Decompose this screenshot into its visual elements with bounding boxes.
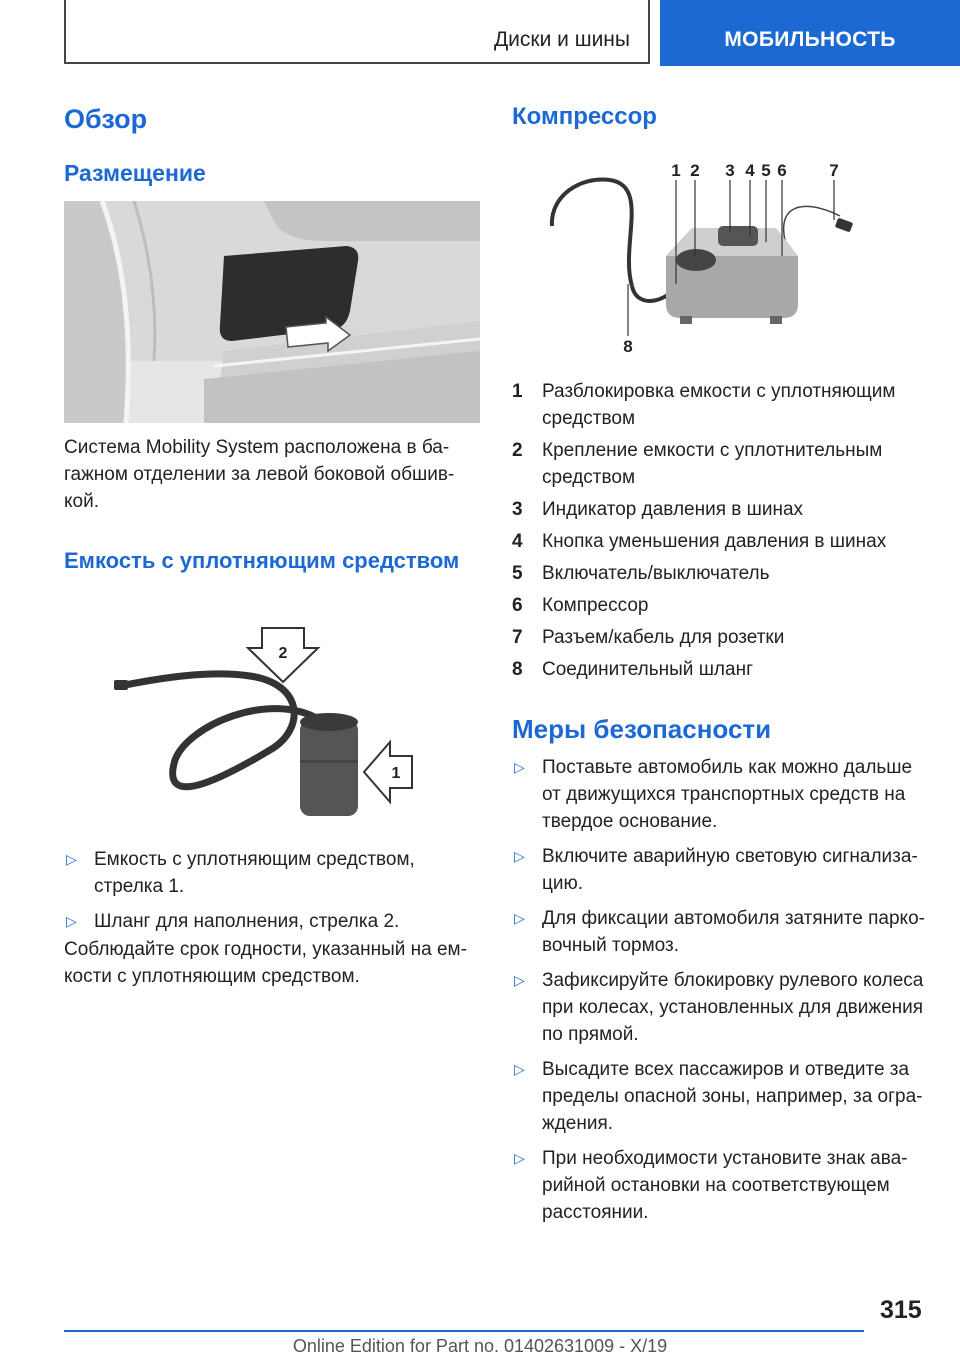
location-heading: Размещение bbox=[64, 160, 206, 186]
list-item: ▷ Для фиксации автомобиля затяните парко-вочный тормоз. bbox=[514, 908, 925, 956]
list-item: ▷ Поставьте автомобиль как можно дальше от движущихся транспортных средств на твердое основание. bbox=[514, 757, 913, 832]
svg-text:6: 6 bbox=[777, 161, 787, 180]
list-item: ▷ Шланг для наполнения, стрелка 2. bbox=[66, 911, 400, 932]
sealant-heading: Емкость с уплотняющим средством bbox=[64, 548, 460, 573]
list-item: ▷ Зафиксируйте блокировку рулевого колеса при колесах, установленных для движения по прямой. bbox=[514, 970, 924, 1045]
page-number: 315 bbox=[880, 1296, 922, 1324]
header-chapter-tab[interactable]: МОБИЛЬНОСТЬ bbox=[660, 0, 960, 66]
legend-item: 1 Разблокировка емкости с уплотняющим средством bbox=[512, 381, 896, 429]
legend-item: 8 Соединительный шланг bbox=[512, 659, 754, 680]
safety-heading: Меры безопасности bbox=[512, 714, 772, 744]
sealant-bullet-list bbox=[64, 846, 484, 943]
header-box bbox=[64, 0, 650, 64]
legend-item: 6 Компрессор bbox=[512, 595, 649, 616]
svg-text:5: 5 bbox=[761, 161, 771, 180]
list-item: ▷ Емкость с уплотняющим средством, стрелка 1. bbox=[66, 849, 415, 897]
svg-text:2: 2 bbox=[690, 161, 700, 180]
list-item: ▷ Включите аварийную световую сигнализа-цию. bbox=[514, 846, 918, 894]
legend-item: 2 Крепление емкости с уплотнительным средством bbox=[512, 440, 883, 488]
location-text: Система Mobility System расположена в ба-гажном отделении за левой боковой обшив-кой. bbox=[64, 437, 455, 512]
callout-1: 1 bbox=[391, 765, 401, 782]
callout-2: 2 bbox=[278, 645, 288, 662]
trunk-location-figure bbox=[64, 201, 480, 423]
svg-text:1: 1 bbox=[671, 161, 681, 180]
safety-bullet-list bbox=[512, 754, 932, 1234]
svg-text:4: 4 bbox=[745, 161, 755, 180]
sealant-bottle-figure bbox=[100, 620, 420, 836]
list-item: ▷ Высадите всех пассажиров и отведите за пределы опасной зоны, например, за огра-ждения. bbox=[514, 1059, 923, 1134]
legend-item: 4 Кнопка уменьшения давления в шинах bbox=[512, 531, 887, 552]
legend-item: 3 Индикатор давления в шинах bbox=[512, 499, 804, 520]
legend-item: 5 Включатель/выключатель bbox=[512, 563, 770, 584]
footer-edition: Online Edition for Part no. 01402631009 - X/19 bbox=[292, 1336, 668, 1356]
arrow-1-icon bbox=[364, 742, 412, 802]
expiry-text: Соблюдайте срок годности, указанный на ем-кости с уплотняющим средством. bbox=[64, 939, 467, 987]
pressure-gauge bbox=[676, 249, 716, 271]
footer-divider bbox=[64, 1330, 864, 1332]
svg-text:3: 3 bbox=[725, 161, 735, 180]
compressor-legend bbox=[512, 378, 932, 688]
legend-item: 7 Разъем/кабель для розетки bbox=[512, 627, 785, 648]
list-item: ▷ При необходимости установите знак ава-рийной остановки на соответствующем расстоянии. bbox=[514, 1148, 908, 1223]
connection-hose bbox=[552, 179, 632, 286]
page-title: Обзор bbox=[64, 104, 148, 134]
compressor-figure bbox=[540, 156, 860, 366]
svg-text:7: 7 bbox=[829, 161, 839, 180]
filler-hose bbox=[120, 674, 320, 787]
sealant-bottle bbox=[300, 720, 358, 816]
svg-text:8: 8 bbox=[623, 337, 633, 356]
compressor-heading: Компрессор bbox=[512, 103, 657, 130]
header-section-title: Диски и шины bbox=[493, 28, 630, 51]
